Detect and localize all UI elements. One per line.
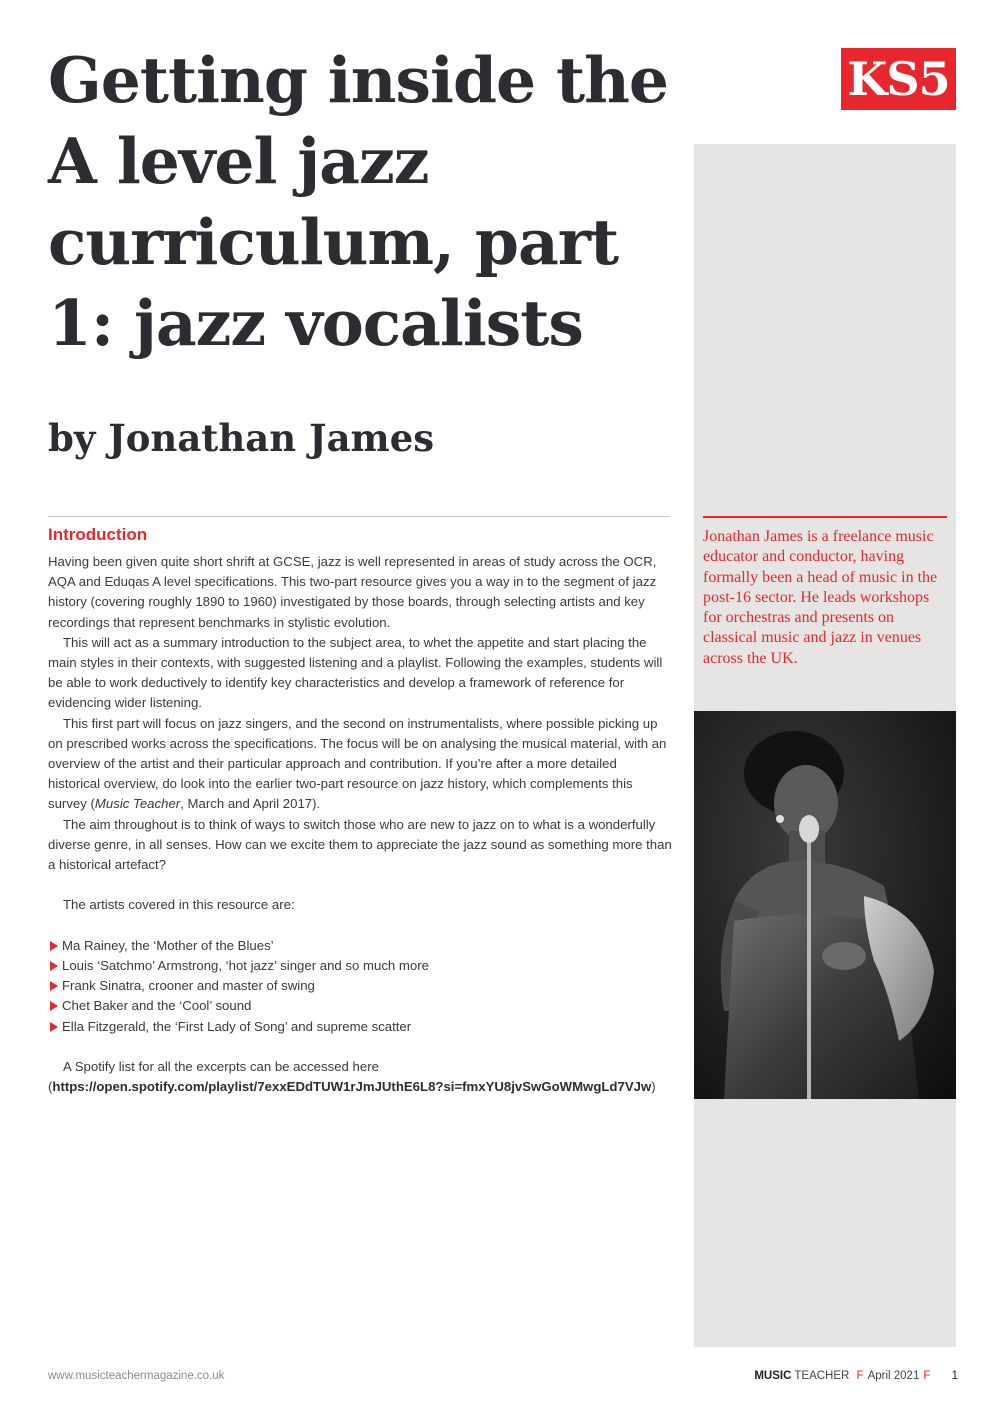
footer-issue-info	[754, 1370, 958, 1382]
arrow-bullet-icon	[50, 1001, 58, 1011]
author-bio: Jonathan James is a freelance music educator and conductor, having formally been a head of music in the post-16 sector. He leads workshops for orchestras and presents on classical music and jazz in venues across the UK.	[703, 528, 938, 667]
brand-name: TEACHER	[794, 1370, 850, 1382]
spotify-paragraph: A Spotify list for all the excerpts can be accessed here (https://open.spotify.com/playlist/7exxEDdTUW1rJmJUthE6L8?si=fmxYU8jvSwGoWMwgLd7VJw)	[48, 1059, 656, 1095]
list-item: Ella Fitzgerald, the ‘First Lady of Song’ and supreme scatter	[48, 1017, 672, 1037]
arrow-bullet-icon	[50, 941, 58, 951]
artists-list	[48, 936, 672, 1037]
arrow-bullet-icon	[50, 981, 58, 991]
section-heading: Introduction	[48, 525, 148, 544]
sidebar-divider	[703, 516, 947, 518]
paragraph	[48, 714, 672, 815]
article-title: Getting inside the A level jazz curriculum, part 1: jazz vocalists	[48, 43, 668, 360]
author-byline: by Jonathan James	[48, 416, 435, 460]
list-item: Chet Baker and the ‘Cool’ sound	[48, 996, 672, 1016]
issue-date: April 2021	[867, 1370, 920, 1382]
paragraph: Having been given quite short shrift at GCSE, jazz is well represented in areas of study across the OCR, AQA and Eduqas A level specifications. This two-part resource gives you a way in to the segment of jazz history (covering roughly 1890 to 1960) investigated by those boards, through selecting artists and key recordings that represent benchmarks in stylistic evolution.	[48, 554, 657, 630]
list-item: Ma Rainey, the ‘Mother of the Blues’	[48, 936, 672, 956]
brand-name-bold: MUSIC	[754, 1370, 792, 1382]
article-body	[48, 552, 672, 1097]
singer-photo	[694, 711, 956, 1099]
paragraph: This will act as a summary introduction to the subject area, to whet the appetite and start placing the main styles in their contexts, with suggested listening and a playlist. Following the examples, students will be able to work deductively to identify key characteristics and develop a framework of reference for evidencing wider listening.	[48, 634, 663, 711]
list-item: Louis ‘Satchmo’ Armstrong, ‘hot jazz’ singer and so much more	[48, 956, 672, 976]
separator-glyph: F	[923, 1370, 931, 1382]
page-number: 1	[951, 1370, 958, 1382]
publication-title: Music Teacher	[94, 796, 181, 812]
intro-divider	[48, 516, 670, 517]
artists-intro: The artists covered in this resource are:	[63, 897, 295, 913]
arrow-bullet-icon	[50, 961, 58, 971]
list-item: Frank Sinatra, crooner and master of swing	[48, 976, 672, 996]
arrow-bullet-icon	[50, 1022, 58, 1032]
separator-glyph: F	[856, 1370, 864, 1382]
paragraph: The aim throughout is to think of ways to switch those who are new to jazz on to what is a wonderfully diverse genre, in all senses. How can we excite them to appreciate the jazz sound as something more than a historical artefact?	[48, 816, 672, 873]
key-stage-badge: KS5	[841, 48, 956, 110]
website-url[interactable]: www.musicteachermagazine.co.uk	[48, 1370, 225, 1382]
spotify-playlist-link[interactable]: https://open.spotify.com/playlist/7exxEDdTUW1rJmJUthE6L8?si=fmxYU8jvSwGoWMwgLd7VJw	[52, 1079, 652, 1095]
paragraph-text: , March and April 2017).	[180, 796, 321, 812]
paragraph-text: This first part will focus on jazz singers, and the second on instrumentalists, where possible picking up on prescribed works across the specifications. The focus will be on analysing the musical material, with an overview of the artist and their particular approach and contribution. If you’re after a more detailed historical overview, do look into the earlier two-part resource on jazz history, which complements this survey (	[48, 715, 667, 812]
